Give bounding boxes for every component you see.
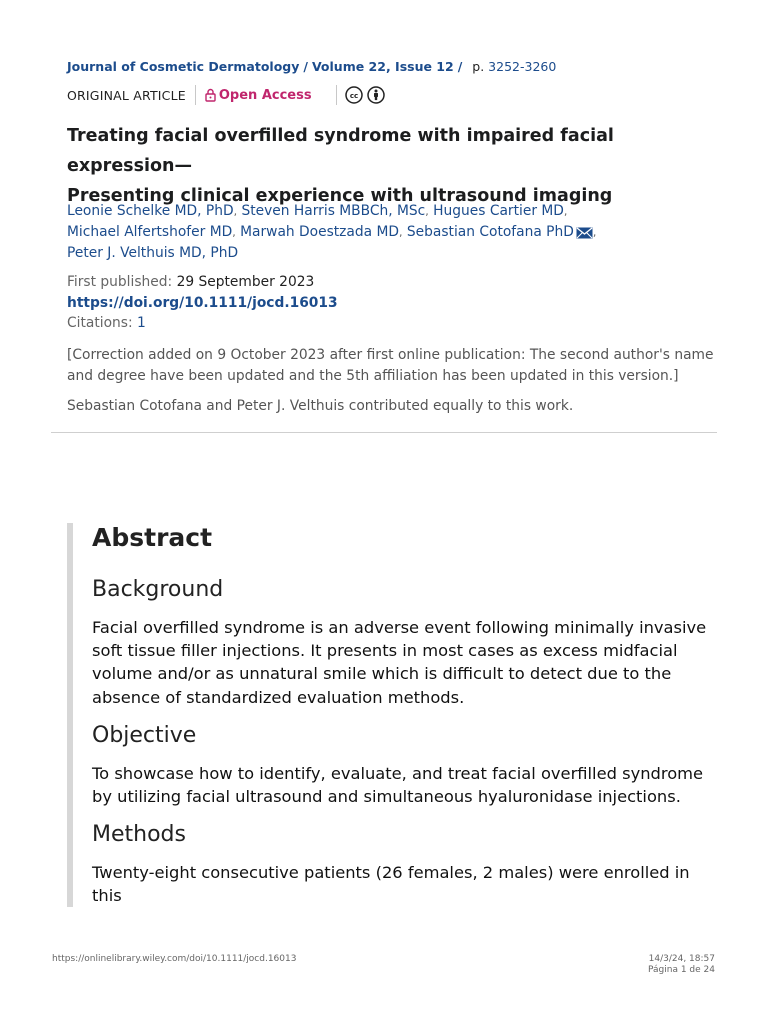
author-line-3 <box>67 243 717 263</box>
correction-note: [Correction added on 9 October 2023 after first online publication: The second author's name and degree have been updated and the 5th affiliation has been updated in this version.] <box>67 347 714 384</box>
author-line-2: Michael Alfertshofer MD, Marwah Doestzada MD, Sebastian Cotofana PhD , <box>67 224 597 240</box>
background-heading: Background <box>92 577 224 602</box>
citations-row <box>67 313 146 333</box>
objective-text: To showcase how to identify, evaluate, and treat facial overfilled syndrome by utilizing facial ultrasound and simultaneous hyaluronidase injections. <box>92 764 704 807</box>
author-list <box>67 201 717 263</box>
mail-icon[interactable] <box>576 227 593 239</box>
background-text: Facial overfilled syndrome is an adverse event following minimally invasive soft tissue filler injections. It presents in most cases as excess midfacial volume and/or as unnatural smile which is difficult to detect due to the absence of standardized evaluation methods. <box>92 618 707 707</box>
author-line-1: Leonie Schelke MD, PhD, Steven Harris MBBCh, MSc, Hugues Cartier MD, <box>67 203 568 219</box>
divider <box>195 85 196 105</box>
citations-count[interactable]: 1 <box>137 315 146 331</box>
first-published-label: First published: <box>67 274 173 290</box>
author-link[interactable]: Hugues Cartier MD <box>433 203 564 219</box>
author-link[interactable]: Peter J. Velthuis MD, PhD <box>67 245 239 261</box>
article-title <box>67 121 717 211</box>
methods-heading: Methods <box>92 822 186 847</box>
author-link[interactable]: Michael Alfertshofer MD <box>67 224 233 240</box>
footer-url: https://onlinelibrary.wiley.com/doi/10.1111/jocd.16013 <box>52 954 297 964</box>
by-person-icon <box>367 86 385 104</box>
citations-label: Citations: <box>67 315 133 331</box>
first-published-date: 29 September 2023 <box>176 274 315 290</box>
section-divider <box>51 432 717 433</box>
cc-icon <box>345 86 363 104</box>
contribution-note: Sebastian Cotofana and Peter J. Velthuis contributed equally to this work. <box>67 398 574 414</box>
first-published <box>67 272 314 292</box>
title-line-1: Treating facial overfilled syndrome with impaired facial expression— <box>67 126 614 176</box>
methods-text: Twenty-eight consecutive patients (26 females, 2 males) were enrolled in this <box>92 863 690 906</box>
pages-prefix: p. <box>472 59 485 74</box>
author-link[interactable]: Leonie Schelke MD, PhD <box>67 203 234 219</box>
doi-link[interactable]: https://doi.org/10.1111/jocd.16013 <box>67 295 338 311</box>
abstract-section <box>67 523 723 907</box>
lock-icon <box>205 88 216 102</box>
svg-text:cc: cc <box>349 92 358 100</box>
author-link[interactable]: Marwah Doestzada MD <box>240 224 399 240</box>
divider <box>336 85 337 105</box>
separator: / <box>457 59 463 74</box>
doi-row <box>67 293 338 313</box>
footer-datetime: 14/3/24, 18:57 <box>648 954 715 964</box>
journal-citation <box>67 59 556 74</box>
title-line-2: Presenting clinical experience with ultrasound imaging <box>67 186 613 206</box>
article-type: ORIGINAL ARTICLE <box>67 87 186 103</box>
author-link[interactable]: Sebastian Cotofana PhD <box>406 224 574 240</box>
license-icons[interactable] <box>345 86 385 104</box>
open-access-badge[interactable] <box>205 88 312 103</box>
objective-heading: Objective <box>92 723 197 748</box>
issue-link[interactable]: Volume 22, Issue 12 <box>311 59 454 74</box>
abstract-title: Abstract <box>92 523 213 552</box>
author-link[interactable]: Steven Harris MBBCh, MSc <box>241 203 426 219</box>
pages-range: 3252-3260 <box>488 59 557 74</box>
footer-page-number: Página 1 de 24 <box>648 965 715 975</box>
journal-link[interactable]: Journal of Cosmetic Dermatology <box>67 59 300 74</box>
footer-info <box>648 954 715 976</box>
open-access-label: Open Access <box>218 87 312 103</box>
separator: / <box>303 59 308 74</box>
article-type-row <box>67 85 385 105</box>
